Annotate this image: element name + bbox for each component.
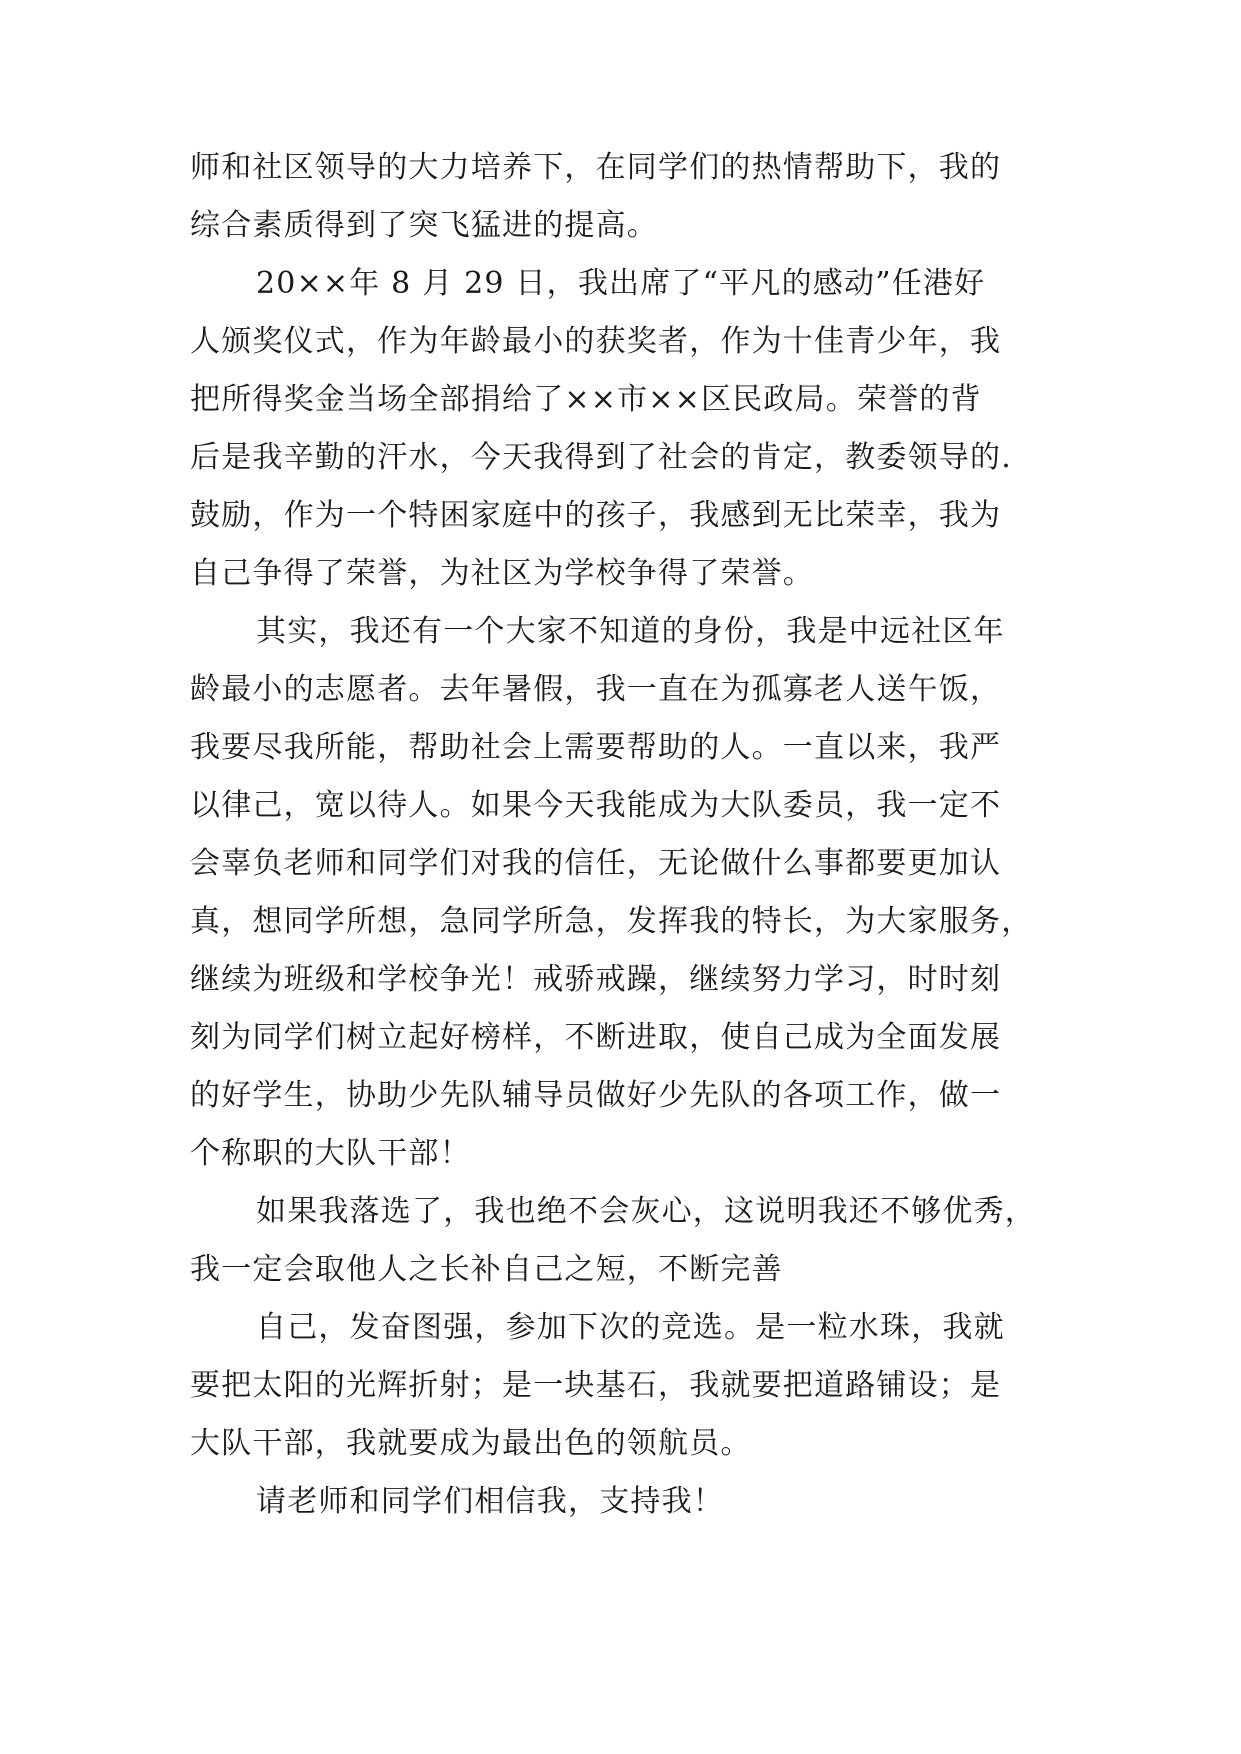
- text-line: 以律己，宽以待人。如果今天我能成为大队委员，我一定不: [190, 788, 1002, 823]
- text-line: 后是我辛勤的汗水，今天我得到了社会的肯定，教委领导的.: [190, 440, 1012, 475]
- text-line: 龄最小的志愿者。去年暑假，我一直在为孤寡老人送午饭，: [190, 672, 1002, 707]
- text-line: 个称职的大队干部！: [190, 1136, 471, 1171]
- text-line: 大队干部，我就要成为最出色的领航员。: [190, 1426, 752, 1461]
- text-line: 师和社区领导的大力培养下，在同学们的热情帮助下，我的: [190, 150, 1002, 185]
- text-line: 自己，发奋图强，参加下次的竞选。是一粒水珠，我就: [256, 1310, 1005, 1345]
- text-line: 人颁奖仪式，作为年龄最小的获奖者，作为十佳青少年，我: [190, 324, 1002, 359]
- text-line: 其实，我还有一个大家不知道的身份，我是中远社区年: [256, 614, 1005, 649]
- text-line: 如果我落选了，我也绝不会灰心，这说明我还不够优秀，: [256, 1194, 1036, 1229]
- text-line: 我一定会取他人之长补自己之短，不断完善: [190, 1252, 783, 1287]
- text-line: 刻为同学们树立起好榜样，不断进取，使自己成为全面发展: [190, 1020, 1002, 1055]
- text-line: 自己争得了荣誉，为社区为学校争得了荣誉。: [190, 556, 814, 591]
- text-line: 请老师和同学们相信我，支持我！: [256, 1484, 724, 1519]
- text-line: 20××年 8 月 29 日，我出席了“平凡的感动”任港好: [256, 266, 986, 301]
- text-line: 真，想同学所想，急同学所急，发挥我的特长，为大家服务，: [190, 904, 1033, 939]
- text-line: 综合素质得到了突飞猛进的提高。: [190, 208, 658, 243]
- text-line: 会辜负老师和同学们对我的信任，无论做什么事都要更加认: [190, 846, 1002, 881]
- text-line: 继续为班级和学校争光！戒骄戒躁，继续努力学习，时时刻: [190, 962, 1002, 997]
- text-line: 鼓励，作为一个特困家庭中的孩子，我感到无比荣幸，我为: [190, 498, 1002, 533]
- text-line: 我要尽我所能，帮助社会上需要帮助的人。一直以来，我严: [190, 730, 1002, 765]
- text-line: 的好学生，协助少先队辅导员做好少先队的各项工作，做一: [190, 1078, 1002, 1113]
- text-line: 要把太阳的光辉折射；是一块基石，我就要把道路铺设；是: [190, 1368, 1002, 1403]
- text-line: 把所得奖金当场全部捐给了××市××区民政局。荣誉的背: [190, 382, 982, 417]
